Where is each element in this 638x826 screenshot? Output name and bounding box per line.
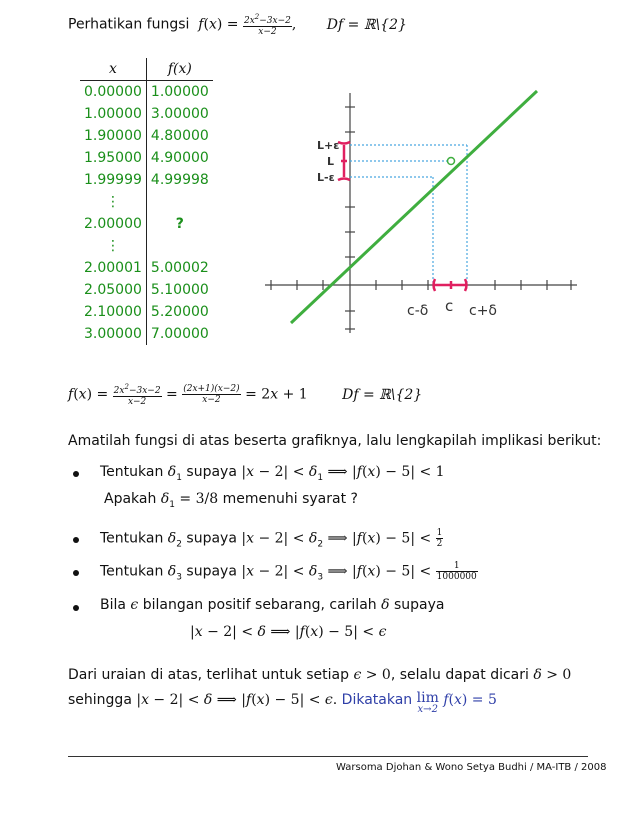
bullet — [73, 537, 79, 543]
hole-point — [448, 158, 455, 165]
header-fx: f(x) — [146, 58, 212, 81]
function-line — [291, 91, 537, 323]
label-l: L — [327, 155, 335, 168]
footer-rule — [68, 756, 588, 757]
table-row: 2.00001 5.00002 — [80, 257, 213, 279]
label-l-minus-eps: L-ε — [317, 171, 335, 184]
table-row: 2.05000 5.10000 — [80, 279, 213, 301]
table-row: 2.10000 5.20000 — [80, 301, 213, 323]
item-4-formula: |x − 2| < δ ⟹ |f(x) − 5| < ϵ — [190, 624, 387, 640]
limit-graph — [255, 85, 585, 340]
table-row: ⋮ — [80, 235, 213, 257]
simplification-domain: Df = ℝ\{2} — [342, 386, 423, 403]
y-interval-bracket — [338, 142, 350, 180]
header-x: x — [80, 58, 146, 81]
value-table — [80, 58, 213, 345]
conclusion-line-1: Dari uraian di atas, terlihat untuk setiap ϵ > 0, selalu dapat dicari δ > 0 — [68, 667, 572, 683]
table-header — [80, 58, 213, 81]
bullet — [73, 605, 79, 611]
limit-expression: lim x→2 — [416, 690, 439, 715]
item-2: Tentukan $\delta_2$ supaya $|x - 2| < \delta_2$ ⟹ |f(x) − 5| < $\frac{1}{2}$ — [100, 528, 443, 550]
item-4: Bila ϵ bilangan positif sebarang, carilah δ supaya — [100, 597, 445, 613]
value-table-wrap — [80, 58, 213, 345]
footer-text: Warsoma Djohan & Wono Setya Budhi / MA-ITB / 2008 — [336, 762, 607, 773]
table-row: 1.90000 4.80000 — [80, 125, 213, 147]
bullet — [73, 570, 79, 576]
table-row: 2.00000 ? — [80, 213, 213, 235]
intro-domain: Df = ℝ\{2} — [326, 16, 407, 33]
simplification-line: f(x) = $\frac{2x^2-3x-2}{x-2}$ = $\frac{(2x+1)(x-2)}{x-2}$ = 2x + 1 Df = ℝ\{2} — [68, 383, 423, 407]
item-1-question: Apakah $\delta_1 = 3/8$ memenuhi syarat ? — [104, 491, 358, 510]
intro-fraction: $\frac{2x^2-3x-2}{x-2}$ — [243, 13, 291, 37]
guide-lines — [350, 145, 467, 285]
x-interval-bracket — [433, 279, 467, 291]
table-row: 1.99999 4.99998 — [80, 169, 213, 191]
label-c-minus-delta: c-δ — [407, 303, 429, 319]
label-c: c — [445, 297, 454, 315]
table-row: 1.95000 4.90000 — [80, 147, 213, 169]
table-row: 1.00000 3.00000 — [80, 103, 213, 125]
instruction: Amatilah fungsi di atas beserta grafiknya, lalu lengkapilah implikasi berikut: — [68, 433, 602, 449]
intro-line: Perhatikan fungsi f(x) = $\frac{2x^2-3x-2}{x-2}$ , Df = ℝ\{2} — [68, 13, 407, 37]
table-row: 0.00000 1.00000 — [80, 81, 213, 104]
item-3: Tentukan $\delta_3$ supaya $|x - 2| < \delta_3$ ⟹ |f(x) − 5| < $\frac{1}{1000000}$ — [100, 561, 477, 583]
bullet — [73, 471, 79, 477]
intro-label: Perhatikan fungsi — [68, 16, 190, 33]
intro-function: f — [193, 16, 204, 33]
label-l-plus-eps: L+ε — [317, 139, 340, 152]
table-row: 3.00000 7.00000 — [80, 323, 213, 345]
item-1: Tentukan $\delta_1$ supaya $|x - 2| < \delta_1$ ⟹ |f(x) − 5| < 1 — [100, 464, 445, 483]
conclusion-line-2: sehingga |x − 2| < δ ⟹ |f(x) − 5| < ϵ. Dikatakan lim x→2 f(x) = 5 — [68, 690, 497, 715]
label-c-plus-delta: c+δ — [469, 303, 497, 319]
table-row: ⋮ — [80, 191, 213, 213]
